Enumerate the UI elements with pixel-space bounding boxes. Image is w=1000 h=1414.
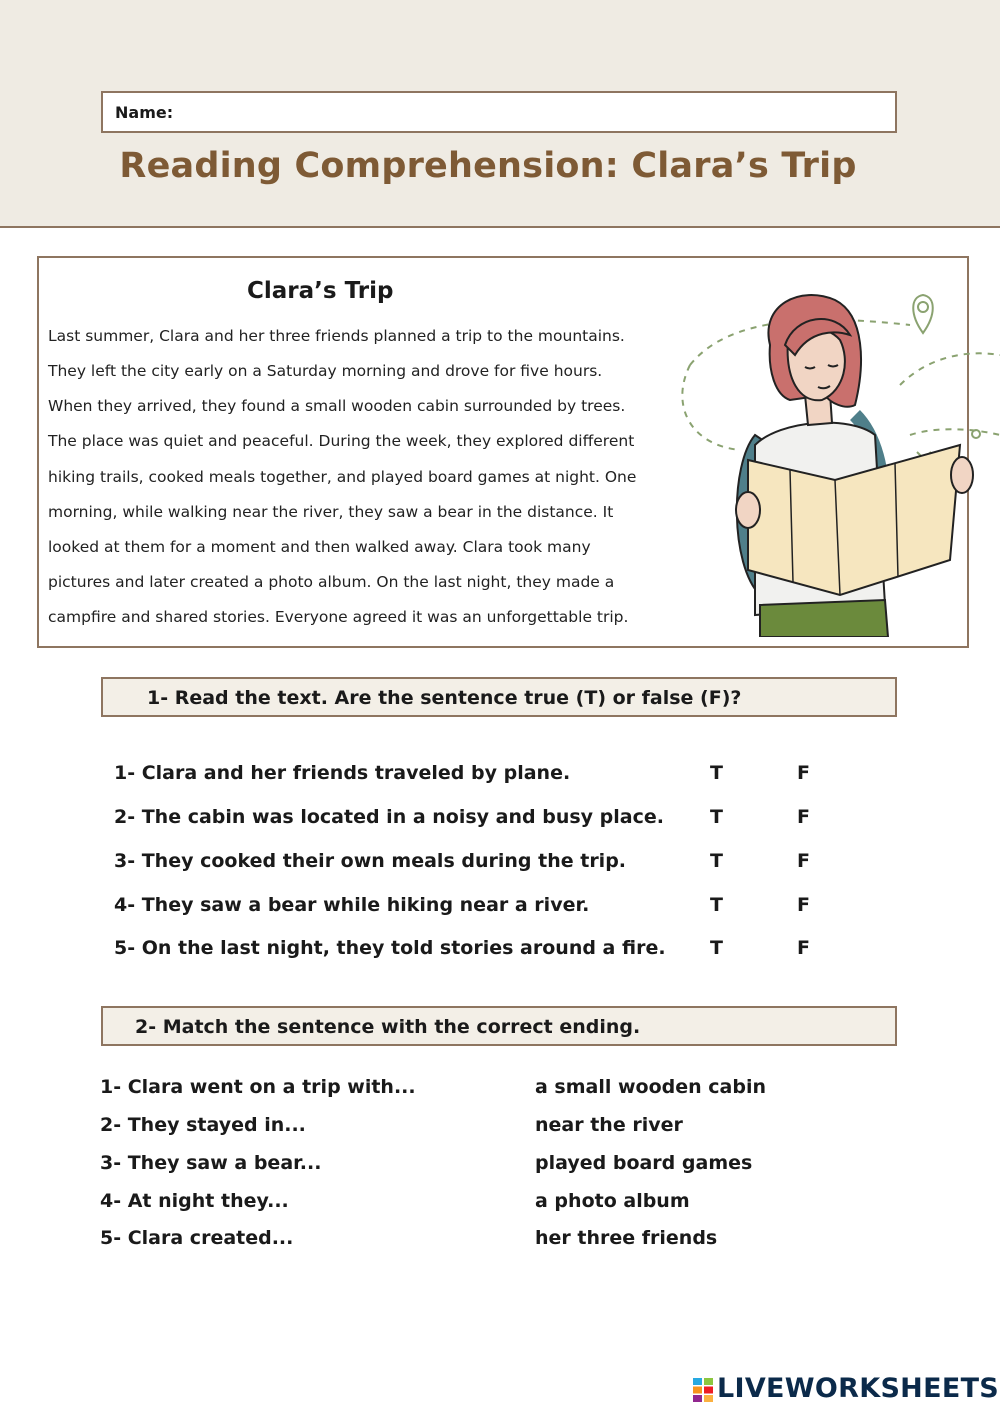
match-row xyxy=(0,1114,1000,1144)
true-option[interactable]: T xyxy=(710,894,723,916)
tf-statement: 2- The cabin was located in a noisy and busy place. xyxy=(114,806,664,828)
true-option[interactable]: T xyxy=(710,937,723,959)
exercise1-banner xyxy=(101,677,897,717)
match-left-item[interactable]: 2- They stayed in... xyxy=(100,1114,306,1136)
tf-row xyxy=(0,850,1000,880)
match-right-item[interactable]: played board games xyxy=(535,1152,753,1174)
false-option[interactable]: F xyxy=(797,850,810,872)
story-line: morning, while walking near the river, they saw a bear in the distance. It xyxy=(48,503,614,521)
false-option[interactable]: F xyxy=(797,806,810,828)
story-line: hiking trails, cooked meals together, and played board games at night. One xyxy=(48,468,637,486)
true-option[interactable]: T xyxy=(710,806,723,828)
false-option[interactable]: F xyxy=(797,894,810,916)
exercise2-instruction: 2- Match the sentence with the correct ending. xyxy=(135,1016,641,1038)
tf-statement: 4- They saw a bear while hiking near a river. xyxy=(114,894,590,916)
false-option[interactable]: F xyxy=(797,762,810,784)
story-line: The place was quiet and peaceful. During the week, they explored different xyxy=(48,432,635,450)
story-line: looked at them for a moment and then walked away. Clara took many xyxy=(48,538,591,556)
brand-name: LIVEWORKSHEETS xyxy=(717,1373,1000,1404)
tf-statement: 1- Clara and her friends traveled by plane. xyxy=(114,762,571,784)
match-right-item[interactable]: near the river xyxy=(535,1114,683,1136)
match-right-item[interactable]: a small wooden cabin xyxy=(535,1076,767,1098)
false-option[interactable]: F xyxy=(797,937,810,959)
tf-statement: 5- On the last night, they told stories around a fire. xyxy=(114,937,666,959)
story-line: campfire and shared stories. Everyone agreed it was an unforgettable trip. xyxy=(48,608,629,626)
story-line: Last summer, Clara and her three friends planned a trip to the mountains. xyxy=(48,327,625,345)
liveworksheets-logo[interactable] xyxy=(693,1373,1000,1407)
story-line: They left the city early on a Saturday morning and drove for five hours. xyxy=(48,362,603,380)
girl-reading-map-illustration xyxy=(660,285,1000,637)
match-right-item[interactable]: her three friends xyxy=(535,1227,718,1249)
match-left-item[interactable]: 4- At night they... xyxy=(100,1190,289,1212)
tf-row xyxy=(0,937,1000,967)
exercise1-instruction: 1- Read the text. Are the sentence true (T) or false (F)? xyxy=(147,687,742,709)
match-left-item[interactable]: 5- Clara created... xyxy=(100,1227,294,1249)
story-line: When they arrived, they found a small wooden cabin surrounded by trees. xyxy=(48,397,626,415)
match-right-item[interactable]: a photo album xyxy=(535,1190,690,1212)
match-row xyxy=(0,1190,1000,1220)
exercise2-banner xyxy=(101,1006,897,1046)
tf-statement: 3- They cooked their own meals during the trip. xyxy=(114,850,627,872)
story-line: pictures and later created a photo album. On the last night, they made a xyxy=(48,573,615,591)
liveworksheets-grid-icon xyxy=(693,1378,713,1402)
name-label: Name: xyxy=(115,103,174,122)
true-option[interactable]: T xyxy=(710,762,723,784)
name-field[interactable] xyxy=(101,91,897,133)
match-left-item[interactable]: 3- They saw a bear... xyxy=(100,1152,322,1174)
match-row xyxy=(0,1152,1000,1182)
tf-row xyxy=(0,806,1000,836)
true-option[interactable]: T xyxy=(710,850,723,872)
match-left-item[interactable]: 1- Clara went on a trip with... xyxy=(100,1076,416,1098)
tf-row xyxy=(0,894,1000,924)
story-title: Clara’s Trip xyxy=(247,278,394,304)
match-row xyxy=(0,1076,1000,1106)
page-title: Reading Comprehension: Clara’s Trip xyxy=(119,146,857,186)
tf-row xyxy=(0,762,1000,792)
match-row xyxy=(0,1227,1000,1257)
